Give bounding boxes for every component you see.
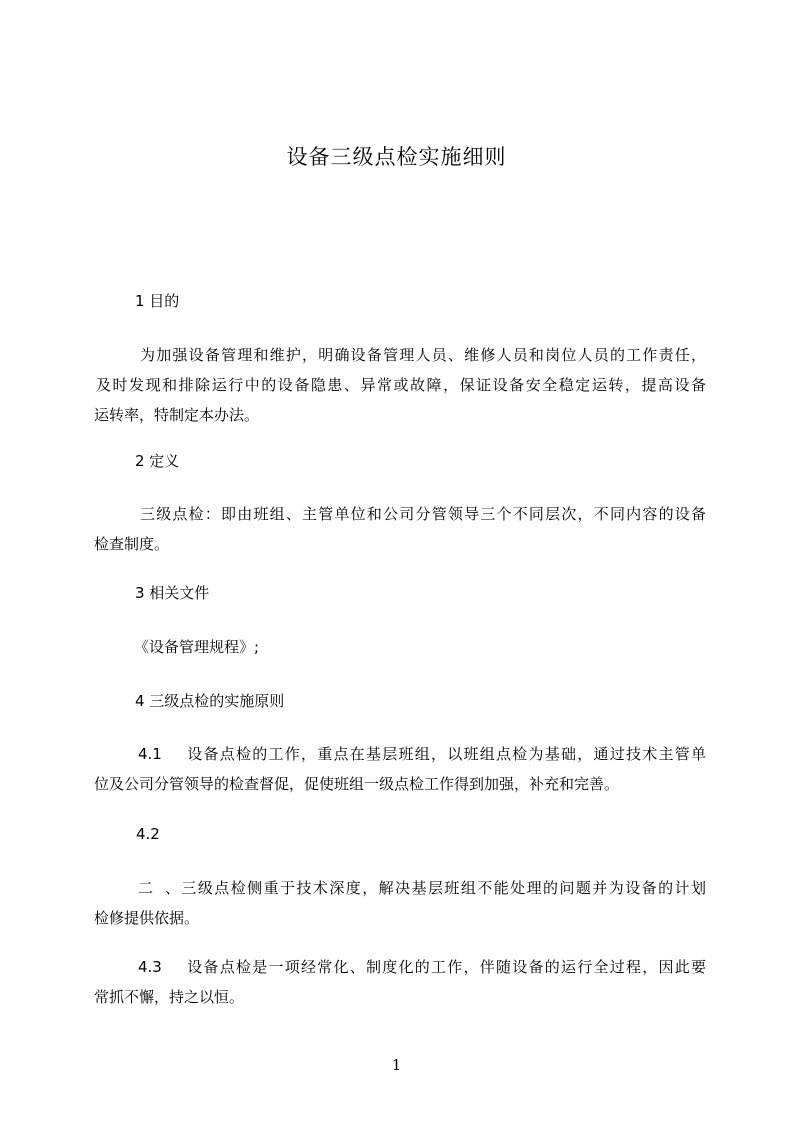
- section-1-heading: 1 目的: [135, 292, 180, 310]
- paragraph-line: 三级点检：即由班组、主管单位和公司分管领导三个不同层次，不同内容的设备: [140, 505, 706, 523]
- paragraph-line: 设备点检是一项经常化、制度化的工作，伴随设备的运行全过程，因此要: [186, 958, 706, 976]
- section-3-paragraph: 《设备管理规程》;: [134, 638, 260, 656]
- paragraph-line: 位及公司分管领导的检查督促，促使班组一级点检工作得到加强，补充和完善。: [94, 775, 620, 793]
- clause-4-2: [94, 819, 706, 849]
- paragraph-line: 三级点检侧重于技术深度，解决基层班组不能处理的问题并为设备的计划: [180, 879, 706, 897]
- section-1-paragraph: [94, 340, 706, 430]
- clause-4-1: [94, 739, 706, 799]
- paragraph-line: 常抓不懈，持之以恒。: [94, 988, 245, 1006]
- section-4-heading: 4 三级点检的实施原则: [135, 692, 285, 710]
- section-2-paragraph: [94, 499, 706, 559]
- paragraph-line: 运转率，特制定本办法。: [94, 406, 260, 424]
- page-number: 1: [391, 1056, 402, 1074]
- section-2-heading: 2 定义: [135, 452, 180, 470]
- paragraph-line: 检修提供依据。: [94, 909, 200, 927]
- paragraph-line: 及时发现和排除运行中的设备隐患、异常或故障，保证设备安全稳定运转，提高设备: [96, 376, 706, 394]
- clause-number: 4.3: [138, 958, 162, 976]
- list-marker: 二、: [138, 879, 180, 897]
- clause-number: 4.1: [138, 745, 162, 763]
- paragraph-line: 设备点检的工作，重点在基层班组，以班组点检为基础，通过技术主管单: [186, 745, 706, 763]
- clause-4-3: [94, 952, 706, 1012]
- clause-number: 4.2: [136, 825, 160, 843]
- paragraph-line: 检查制度。: [94, 535, 170, 553]
- document-title: 设备三级点检实施细则: [286, 145, 507, 169]
- paragraph-line: 为加强设备管理和维护，明确设备管理人员、维修人员和岗位人员的工作责任，: [140, 346, 706, 364]
- clause-4-2-paragraph: [94, 873, 706, 933]
- section-3-heading: 3 相关文件: [135, 584, 210, 602]
